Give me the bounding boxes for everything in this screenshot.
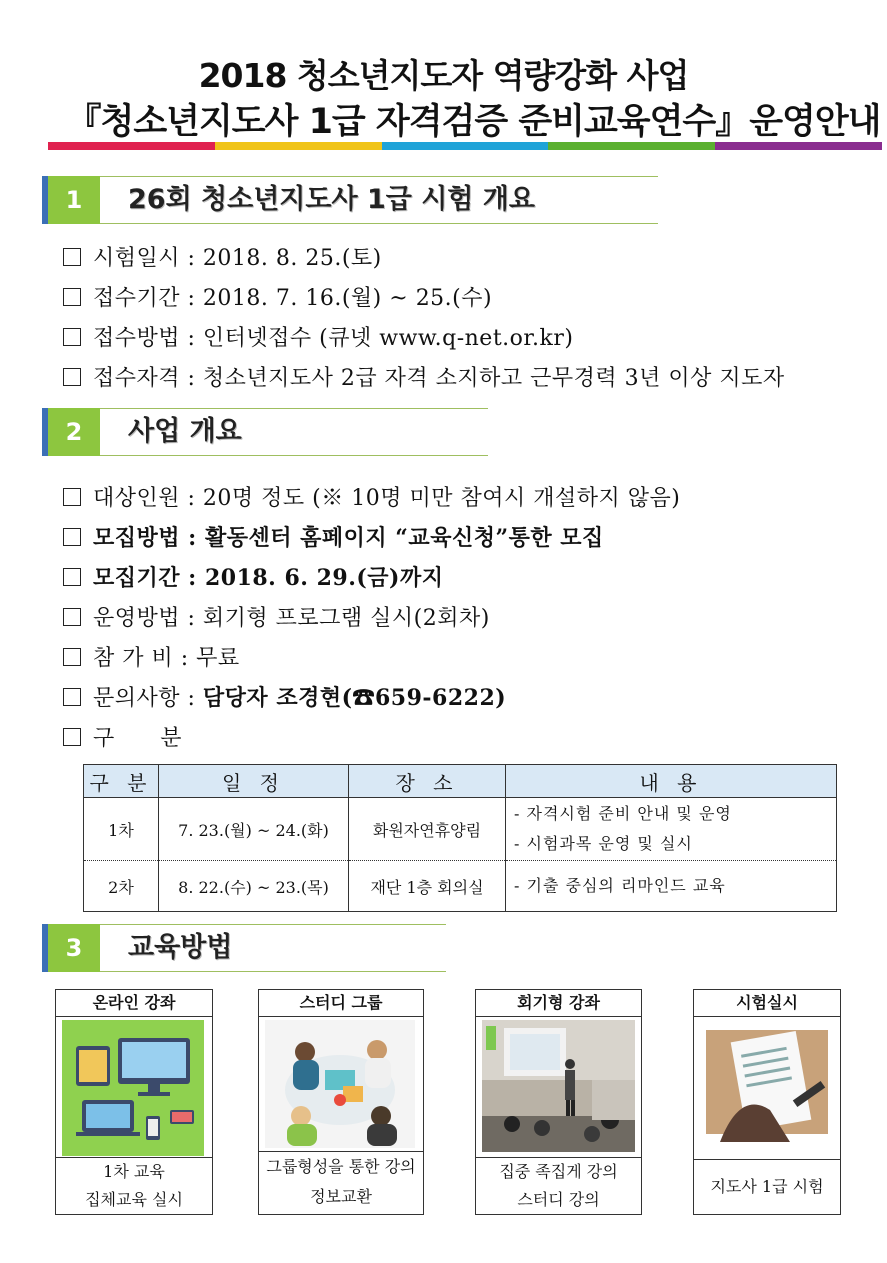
card-title: 온라인 강좌 [56,990,212,1017]
card-caption: 그룹형성을 통한 강의 정보교환 [259,1151,423,1214]
table-cell: 화원자연휴양림 [349,798,506,861]
table-row [84,861,837,912]
lecture-photo [482,1020,635,1152]
table-row [84,798,837,861]
checkbox-icon [63,328,81,346]
section1-item: 시험일시 : 2018. 8. 25.(토) [63,241,382,272]
document-title-line2: 『청소년지도사 1급 자격검증 준비교육연수』운영안내 [66,102,881,142]
section2-item: 문의사항 : 담당자 조경현(☎659-6222) [63,681,506,712]
checkbox-icon [63,248,81,266]
checkbox-icon [63,728,81,746]
section2-item: 운영방법 : 회기형 프로그램 실시(2회차) [63,601,490,632]
table-cell: - 기출 중심의 리마인드 교육 [506,861,837,912]
table-header: 일 정 [159,765,349,798]
method-card-exam [693,989,841,1215]
card-caption: 집중 족집게 강의 스터디 강의 [476,1157,641,1214]
contact-person: 담당자 조경현(☎659-6222) [202,685,507,711]
checkbox-icon [63,648,81,666]
card-caption: 지도사 1급 시험 [694,1159,840,1214]
card-title: 회기형 강좌 [476,990,641,1017]
table-cell: - 자격시험 준비 안내 및 운영 - 시험과목 운영 및 실시 [506,798,837,861]
checkbox-icon [63,608,81,626]
section2-number: 2 [42,408,100,456]
section2-item: 모집방법 : 활동센터 홈페이지 “교육신청”통한 모집 [63,521,604,552]
devices-illustration [62,1020,204,1156]
checkbox-icon [63,528,81,546]
method-card-study-group [258,989,424,1215]
table-header: 내 용 [506,765,837,798]
table-header: 구 분 [84,765,159,798]
checkbox-icon [63,568,81,586]
card-title: 스터디 그룹 [259,990,423,1017]
checkbox-icon [63,488,81,506]
section1-item: 접수기간 : 2018. 7. 16.(월) ~ 25.(수) [63,281,492,312]
section1-item: 접수자격 : 청소년지도사 2급 자격 소지하고 근무경력 3년 이상 지도자 [63,361,785,392]
method-card-session-lecture [475,989,642,1215]
card-title: 시험실시 [694,990,840,1017]
document-title-line1: 2018 청소년지도자 역량강화 사업 [198,56,689,95]
table-cell: 8. 22.(수) ~ 23.(목) [159,861,349,912]
section1-item: 접수방법 : 인터넷접수 (큐넷 www.q-net.or.kr) [63,321,573,352]
title-color-bar [48,142,882,150]
table-header: 장 소 [349,765,506,798]
table-cell: 재단 1층 회의실 [349,861,506,912]
section3-number: 3 [42,924,100,972]
schedule-table [83,764,837,912]
section2-item: 대상인원 : 20명 정도 (※ 10명 미만 참여시 개설하지 않음) [63,481,680,512]
section2-title: 사업 개요 [100,408,488,456]
card-caption: 1차 교육 집체교육 실시 [56,1157,212,1214]
checkbox-icon [63,288,81,306]
section2-item: 참 가 비 : 무료 [63,641,240,672]
checkbox-icon [63,368,81,386]
section2-item: 구 분 [63,721,182,752]
study-group-photo [265,1020,415,1148]
method-card-online [55,989,213,1215]
section1-title: 26회 청소년지도사 1급 시험 개요 [100,176,658,224]
exam-illustration [700,1020,834,1142]
table-cell: 2차 [84,861,159,912]
table-cell: 1차 [84,798,159,861]
section3-title: 교육방법 [100,924,446,972]
checkbox-icon [63,688,81,706]
section1-number: 1 [42,176,100,224]
section2-item: 모집기간 : 2018. 6. 29.(금)까지 [63,561,443,592]
table-cell: 7. 23.(월) ~ 24.(화) [159,798,349,861]
